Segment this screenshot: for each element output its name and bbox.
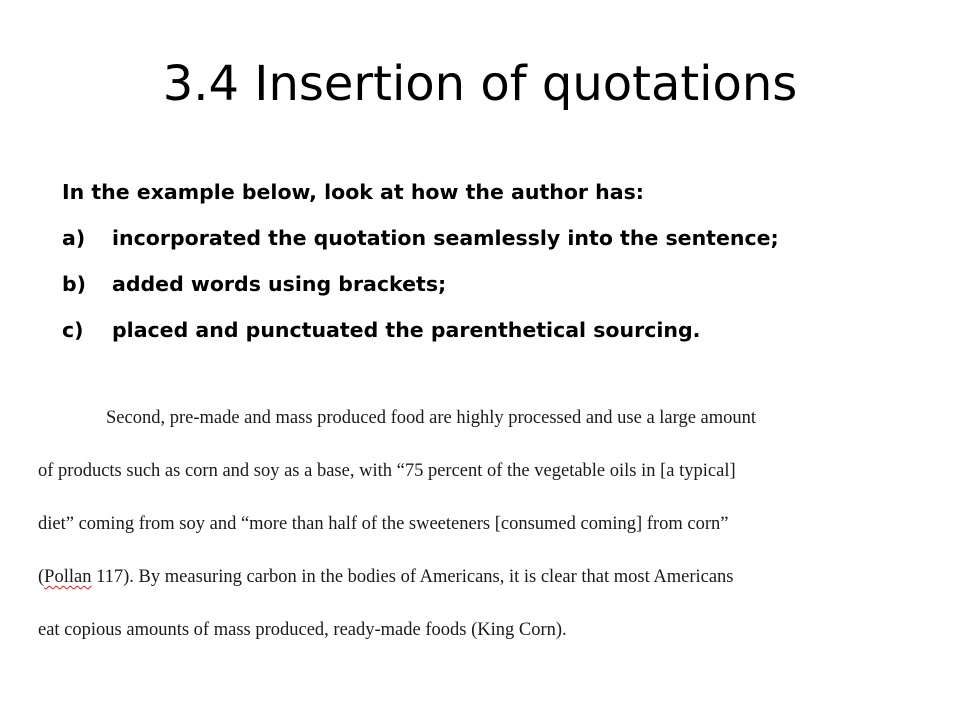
list-item-text: added words using brackets; <box>112 272 447 296</box>
list-marker: b) <box>62 272 87 296</box>
list-item-text: placed and punctuated the parenthetical sourcing. <box>112 318 701 342</box>
excerpt-line <box>38 567 918 620</box>
list-marker: a) <box>62 226 86 250</box>
intro-text: In the example below, look at how the author has: <box>62 180 644 204</box>
excerpt-line: eat copious amounts of mass produced, ready-made foods (King Corn). <box>38 620 567 640</box>
excerpt-line-rest: 117). By measuring carbon in the bodies of Americans, it is clear that most Americans <box>91 567 734 587</box>
open-paren: ( <box>38 567 45 587</box>
essay-excerpt <box>38 408 918 673</box>
list-item-text: incorporated the quotation seamlessly into the sentence; <box>112 226 779 250</box>
list-item <box>62 226 942 272</box>
spellcheck-flagged-word: Pollan <box>44 567 92 587</box>
list-marker: c) <box>62 318 84 342</box>
instruction-list <box>62 226 942 364</box>
slide-title: 3.4 Insertion of quotations <box>162 56 798 112</box>
list-item <box>62 272 942 318</box>
list-item <box>62 318 942 364</box>
excerpt-line: Second, pre-made and mass produced food are highly processed and use a large amount <box>106 408 757 428</box>
excerpt-line: of products such as corn and soy as a base, with “75 percent of the vegetable oils in [a typical] <box>38 461 736 481</box>
excerpt-line: diet” coming from soy and “more than half of the sweeteners [consumed coming] from corn” <box>38 514 729 534</box>
